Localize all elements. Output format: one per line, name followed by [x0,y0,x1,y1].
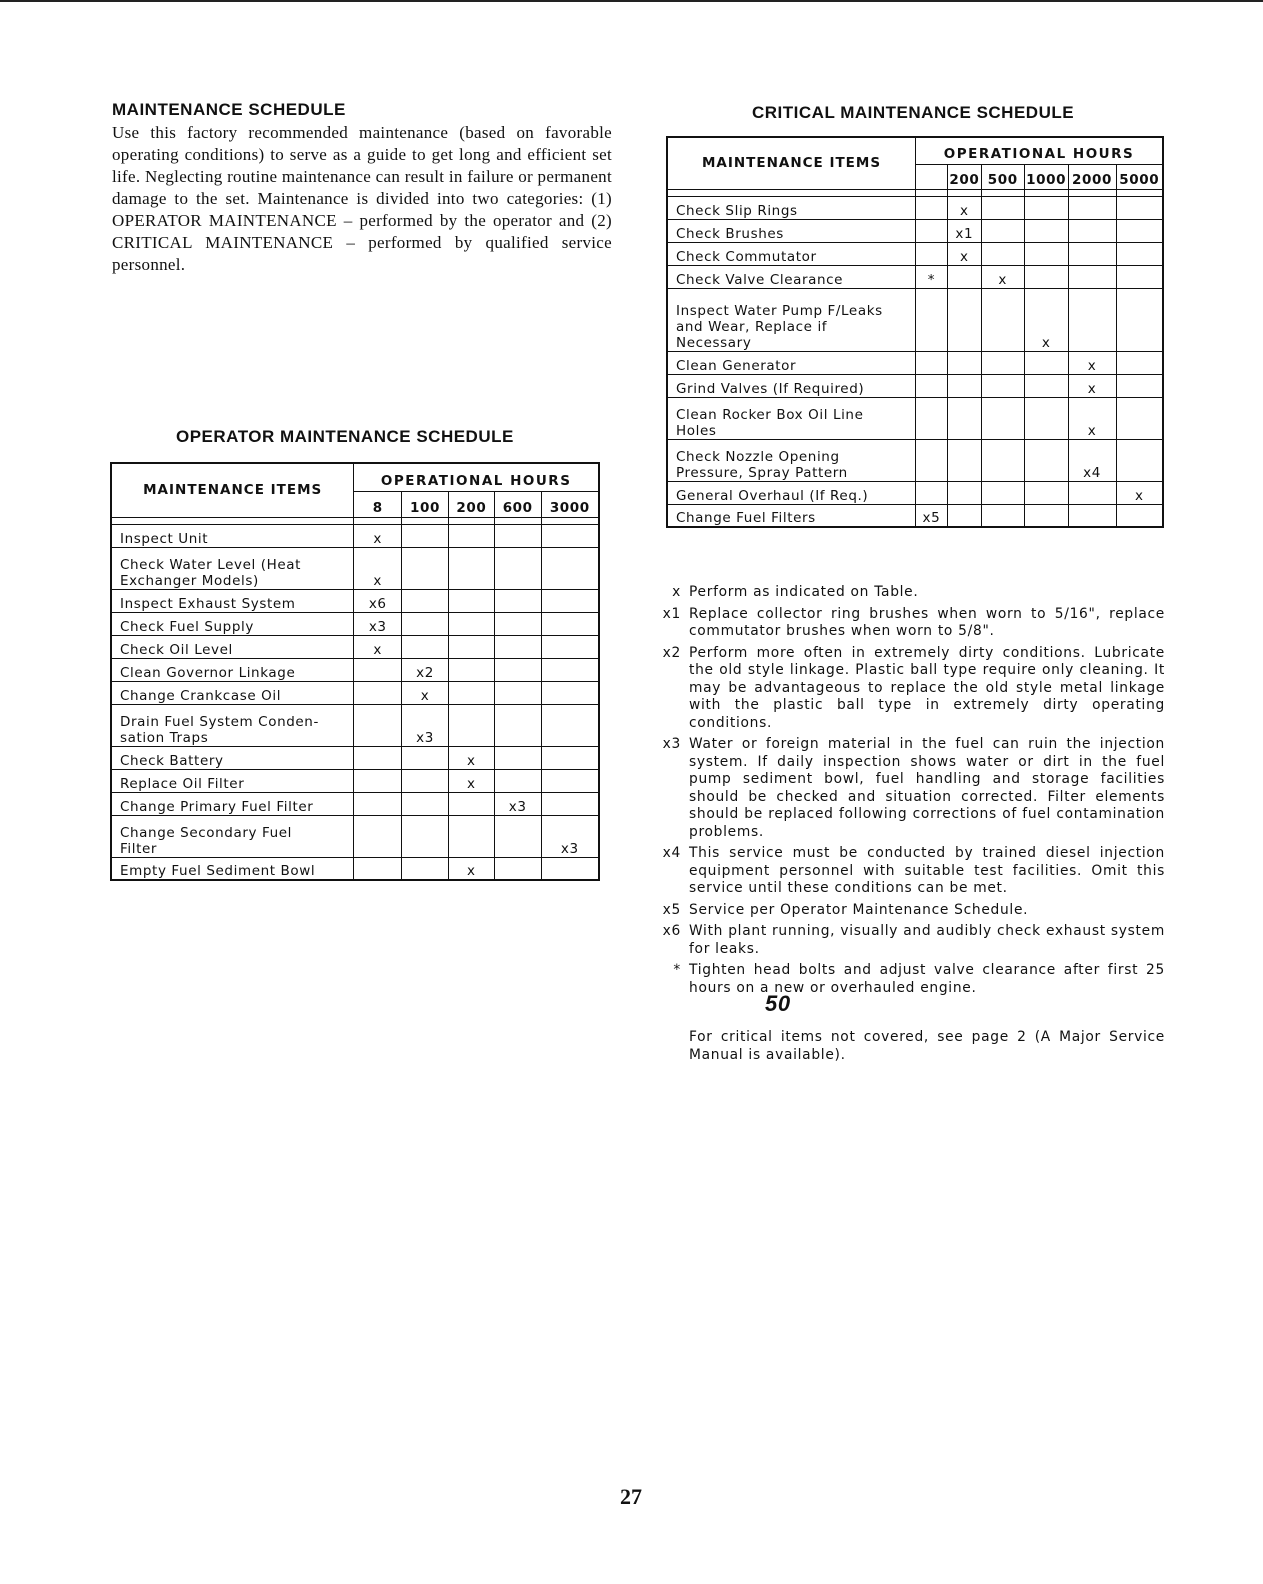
maintenance-item [667,265,916,288]
hours-column: 200 [448,492,494,517]
interval-mark [541,769,599,792]
interval-mark [1024,439,1068,481]
table-row [667,196,1163,219]
interval-mark [541,681,599,704]
footnote-code: x1 [662,605,681,622]
footnote-text: Water or foreign material in the fuel can ruin the injection system. If daily inspection shows water or dirt in the fuel pump sediment bowl, fuel handling and storage facilities should be checked and situation corrected. Filter elements should be replaced following corrections of fuel contamination problems. [689,736,1165,840]
interval-mark [448,635,494,658]
interval-mark: x3 [354,612,402,635]
interval-mark [981,219,1024,242]
maintenance-item [111,815,354,857]
interval-mark [916,351,948,374]
interval-mark: x [448,769,494,792]
interval-mark [1116,242,1163,265]
interval-mark [402,635,449,658]
interval-mark: x [947,242,981,265]
interval-mark: x [1116,481,1163,504]
interval-mark [916,374,948,397]
hours-column: 1000 [1024,165,1068,189]
maintenance-item-label: Check Water Level (Heat Exchanger Models) [120,556,302,589]
maintenance-item [111,746,354,769]
interval-mark [947,439,981,481]
interval-mark [402,746,449,769]
interval-mark [1024,196,1068,219]
interval-mark: x6 [354,589,402,612]
interval-mark [541,524,599,547]
interval-mark [448,589,494,612]
interval-mark [1024,351,1068,374]
footnote [655,923,1165,958]
interval-mark [494,524,541,547]
interval-mark [916,481,948,504]
interval-mark [1024,219,1068,242]
maintenance-item [667,242,916,265]
interval-mark [1024,265,1068,288]
interval-mark [541,635,599,658]
maintenance-item [111,792,354,815]
interval-mark [494,769,541,792]
interval-mark [402,857,449,880]
hours-header: OPERATIONAL HOURS [354,463,599,492]
page-number: 27 [620,1484,642,1509]
table-row [111,769,599,792]
interval-mark [448,704,494,746]
interval-mark [1116,196,1163,219]
maintenance-item-label: Clean Rocker Box Oil Line Holes [676,406,864,439]
interval-mark [448,612,494,635]
footnote [655,584,1165,602]
interval-mark [494,746,541,769]
interval-mark [494,815,541,857]
interval-mark [448,524,494,547]
interval-mark [402,792,449,815]
interval-mark: x [1068,397,1116,439]
interval-mark: x5 [916,504,948,527]
interval-mark [981,196,1024,219]
table-spacer-row [111,517,599,524]
hours-column: 200 [947,165,981,189]
interval-mark: x [354,547,402,589]
footnote [655,736,1165,841]
maintenance-item [667,219,916,242]
interval-mark [1024,242,1068,265]
handwritten-correction: 50 [765,991,791,1016]
interval-mark [1068,504,1116,527]
interval-mark [402,589,449,612]
maintenance-item [111,704,354,746]
interval-mark [448,792,494,815]
interval-mark [494,681,541,704]
interval-mark [1068,265,1116,288]
interval-mark [541,658,599,681]
maintenance-item-label: Change Crankcase Oil [120,687,282,704]
footnote [655,902,1165,920]
table-row [111,589,599,612]
maintenance-item [667,439,916,481]
table-row [667,481,1163,504]
maintenance-item-label: Replace Oil Filter [120,775,245,792]
interval-mark [494,658,541,681]
interval-mark [947,397,981,439]
maintenance-item [111,769,354,792]
interval-mark: x [354,524,402,547]
maintenance-item-label: Check Valve Clearance [676,271,844,288]
hours-column: 500 [981,165,1024,189]
footnote-code: x2 [662,644,681,661]
table-row [667,439,1163,481]
interval-mark [1116,265,1163,288]
maintenance-item-label: Empty Fuel Sediment Bowl [120,863,316,879]
interval-mark: x [947,196,981,219]
interval-mark [981,351,1024,374]
interval-mark [947,288,981,351]
interval-mark [494,857,541,880]
interval-mark: x [354,635,402,658]
interval-mark [354,681,402,704]
footnote-text: Replace collector ring brushes when worn to 5/16", replace commutator brushes when worn to 5/8". [689,605,1165,639]
maintenance-item [111,589,354,612]
footnote-text: Perform as indicated on Table. [689,584,919,600]
maintenance-item [667,397,916,439]
footnote-text: Service per Operator Maintenance Schedule. [689,901,1029,918]
interval-mark [541,612,599,635]
interval-mark [541,746,599,769]
interval-mark: x1 [947,219,981,242]
hours-column: 2000 [1068,165,1116,189]
interval-mark [494,704,541,746]
maintenance-schedule-title: MAINTENANCE SCHEDULE [112,100,346,119]
table-row [667,219,1163,242]
table-row [667,374,1163,397]
maintenance-item-label: Check Battery [120,752,224,769]
interval-mark: x3 [541,815,599,857]
maintenance-item-label: Change Primary Fuel Filter [120,798,314,815]
interval-mark [1024,397,1068,439]
maintenance-item-label: Check Slip Rings [676,202,798,219]
maintenance-item-label: Grind Valves (If Required) [676,380,865,397]
table-row [111,681,599,704]
interval-mark [354,857,402,880]
interval-mark [1068,242,1116,265]
interval-mark [947,481,981,504]
maintenance-item [111,658,354,681]
interval-mark: x2 [402,658,449,681]
interval-mark [1068,481,1116,504]
interval-mark [448,547,494,589]
table-row [111,815,599,857]
interval-mark [1024,374,1068,397]
interval-mark [494,635,541,658]
interval-mark: x [1068,351,1116,374]
footnote [655,962,1165,997]
interval-mark [947,351,981,374]
interval-mark [981,374,1024,397]
hours-column: 3000 [541,492,599,517]
interval-mark [981,288,1024,351]
maintenance-item-label: Clean Generator [676,357,797,374]
hours-header: OPERATIONAL HOURS [916,137,1164,165]
interval-mark [916,242,948,265]
interval-mark [1116,288,1163,351]
interval-mark [916,196,948,219]
interval-mark [1116,397,1163,439]
interval-mark [448,658,494,681]
interval-mark [494,612,541,635]
interval-mark [947,504,981,527]
interval-mark: x4 [1068,439,1116,481]
interval-mark [1116,439,1163,481]
maintenance-item [111,857,354,880]
interval-mark [1116,504,1163,527]
top-rule [0,0,1263,2]
interval-mark [541,589,599,612]
interval-mark [354,658,402,681]
table-row [667,504,1163,527]
interval-mark: x [981,265,1024,288]
critical-schedule-title: CRITICAL MAINTENANCE SCHEDULE [752,103,1075,122]
interval-mark [541,857,599,880]
interval-mark: x [402,681,449,704]
interval-mark [354,704,402,746]
interval-mark: x [448,857,494,880]
interval-mark [947,265,981,288]
interval-mark [1116,374,1163,397]
interval-mark [402,547,449,589]
footnote-code: x3 [662,736,681,752]
interval-mark [402,769,449,792]
interval-mark [1024,504,1068,527]
interval-mark [1116,219,1163,242]
operator-schedule-title: OPERATOR MAINTENANCE SCHEDULE [176,427,514,446]
maintenance-item-label: Check Fuel Supply [120,618,254,635]
footnote [655,845,1165,898]
hours-column: 600 [494,492,541,517]
maintenance-item-label: Inspect Exhaust System [120,595,296,612]
table-spacer-row [667,189,1163,196]
maintenance-item [667,504,916,527]
footer-note: For critical items not covered, see page 2 (A Major Service Manual is available). [689,1029,1165,1063]
interval-mark [354,769,402,792]
footnote [655,606,1165,641]
maintenance-item [111,612,354,635]
interval-mark [1068,219,1116,242]
interval-mark [1024,481,1068,504]
maintenance-item-label: Clean Governor Linkage [120,664,296,681]
maintenance-item [111,681,354,704]
interval-mark [494,589,541,612]
footnote-code: x6 [662,923,681,939]
notes-list [655,584,1165,997]
maintenance-item-label: Inspect Unit [120,530,209,547]
table-row [111,547,599,589]
interval-mark: x [1024,288,1068,351]
maintenance-item [111,524,354,547]
footnote-text: This service must be conducted by trained diesel injection equipment personnel with suitable test facilities. Omit this service until these conditions can be met. [689,845,1165,896]
critical-schedule-table [666,136,1164,528]
interval-mark [354,746,402,769]
interval-mark [916,219,948,242]
footnote-text: Perform more often in extremely dirty conditions. Lubricate the old style linkage. Plastic ball type require only cleaning. It may be advantageous to replace the old style metal linkage with the plastic ball type in extremely dirty operating conditions. [689,644,1165,731]
interval-mark [981,397,1024,439]
maintenance-item-label: Drain Fuel System Conden- sation Traps [120,713,319,746]
maintenance-item [111,635,354,658]
interval-mark [947,374,981,397]
maintenance-item-label: Check Nozzle Opening Pressure, Spray Pattern [676,448,848,481]
interval-mark [402,524,449,547]
maintenance-item-label: Check Commutator [676,248,817,265]
table-row [111,524,599,547]
interval-mark [448,681,494,704]
interval-mark [354,792,402,815]
maintenance-item [667,196,916,219]
hours-column: 5000 [1116,165,1163,189]
table-row [111,658,599,681]
interval-mark [402,815,449,857]
table-row [111,612,599,635]
interval-mark [402,612,449,635]
hours-column: 100 [402,492,449,517]
hours-column: 8 [354,492,402,517]
table-row [667,265,1163,288]
interval-mark: x [1068,374,1116,397]
footnote-code: x [672,584,681,600]
maintenance-item [667,481,916,504]
hours-column [916,165,948,189]
maintenance-item [667,374,916,397]
footnote-code: x5 [662,901,681,918]
items-header: MAINTENANCE ITEMS [111,463,354,517]
table-row [111,704,599,746]
interval-mark: x [448,746,494,769]
table-row [111,746,599,769]
maintenance-item-label: Change Secondary Fuel Filter [120,824,293,857]
table-row [667,351,1163,374]
interval-mark [541,792,599,815]
interval-mark: x3 [402,704,449,746]
interval-mark: x3 [494,792,541,815]
interval-mark [981,481,1024,504]
maintenance-item-label: General Overhaul (If Req.) [676,487,869,504]
operator-schedule-table [110,462,600,881]
notes-section [655,584,1165,1064]
interval-mark [981,504,1024,527]
table-row [667,242,1163,265]
interval-mark [1116,351,1163,374]
interval-mark [541,704,599,746]
maintenance-item-label: Check Oil Level [120,641,233,658]
footnote-text: Tighten head bolts and adjust valve clearance after first 25 hours on a new or overhauled engine. [689,962,1165,996]
table-row [111,635,599,658]
interval-mark [541,547,599,589]
interval-mark [354,815,402,857]
interval-mark [916,397,948,439]
interval-mark [448,815,494,857]
interval-mark [1068,288,1116,351]
footnote [655,645,1165,733]
interval-mark [981,242,1024,265]
table-row [111,792,599,815]
maintenance-item [667,351,916,374]
table-row [111,857,599,880]
footnote-text: With plant running, visually and audibly check exhaust system for leaks. [689,923,1165,957]
intro-paragraph: Use this factory recommended maintenance (based on favorable operating conditions) to serve as a guide to get long and efficient set life. Neglecting routine maintenance can result in failure or permanent damage to the set. Maintenance is divided into two categories: (1) OPERATOR MAINTENANCE – performed by the operator and (2) CRITICAL MAINTENANCE – performed by qualified service personnel. [112,123,612,274]
footnote-code: * [673,962,681,978]
table-row [667,288,1163,351]
table-row [667,397,1163,439]
maintenance-item-label: Inspect Water Pump F/Leaks and Wear, Replace if Necessary [676,302,883,351]
interval-mark [981,439,1024,481]
interval-mark [1068,196,1116,219]
maintenance-item [111,547,354,589]
interval-mark: * [916,265,948,288]
footnote-code: x4 [662,845,681,861]
maintenance-item-label: Change Fuel Filters [676,510,816,526]
maintenance-item [667,288,916,351]
interval-mark [916,439,948,481]
items-header: MAINTENANCE ITEMS [667,137,916,189]
interval-mark [916,288,948,351]
interval-mark [494,547,541,589]
maintenance-item-label: Check Brushes [676,225,784,242]
